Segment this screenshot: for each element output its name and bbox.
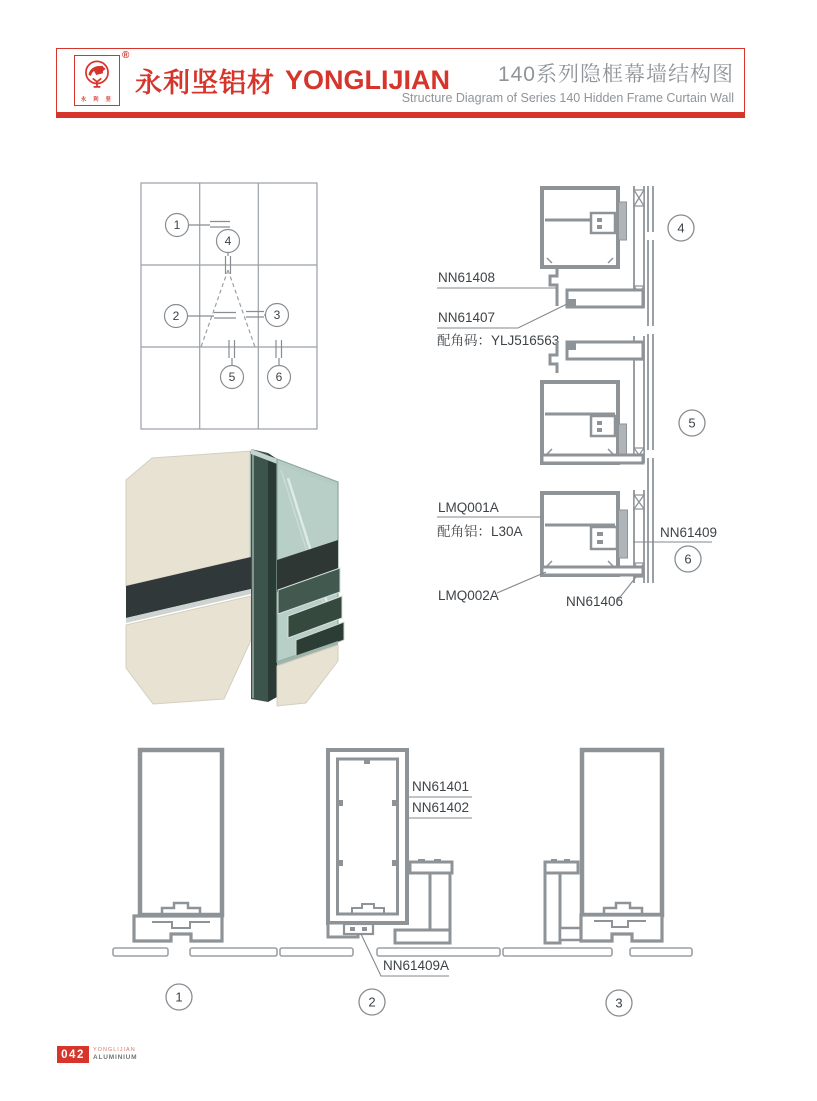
wall-tick <box>364 760 370 764</box>
label-corner-alu: 配角铝：L30A <box>437 524 523 539</box>
connector-notch <box>597 540 603 544</box>
render-mullion-side <box>268 453 277 702</box>
label-nn61408: NN61408 <box>438 270 496 285</box>
bracket-top-arm <box>545 862 578 873</box>
bottom-section-1 <box>134 750 222 1010</box>
leader-marker-5 <box>229 340 235 366</box>
wall-tick <box>392 800 396 806</box>
marker-text-section-2: 2 <box>368 994 376 1010</box>
profile-connector <box>591 213 615 233</box>
marker-text-3: 3 <box>273 308 281 322</box>
marker-text-detail-4: 4 <box>677 220 685 236</box>
gasket-rails <box>634 186 644 583</box>
bracket-notch <box>418 859 425 863</box>
marker-text-1: 1 <box>173 218 181 232</box>
bracket-notch <box>434 859 441 863</box>
render-mullion-front <box>251 449 268 702</box>
label-nn61409: NN61409 <box>660 525 718 540</box>
footer <box>57 1046 137 1063</box>
marker-text-4: 4 <box>224 234 232 248</box>
mullion-body <box>140 750 222 915</box>
bracket-notch <box>564 859 570 863</box>
label-nn61406: NN61406 <box>566 594 624 609</box>
glass-strip <box>630 948 692 956</box>
rail-nub <box>567 343 576 350</box>
glass-strips <box>113 948 692 956</box>
leader-marker-1 <box>189 222 231 228</box>
footer-brand-line2: ALUMINIUM <box>93 1053 138 1061</box>
glass-strip <box>190 948 277 956</box>
detail-section-5 <box>542 342 643 463</box>
render-3d-corner-assembly <box>126 449 344 706</box>
connector-notch <box>597 218 602 222</box>
glass-strip <box>503 948 612 956</box>
leader-marker-6 <box>276 340 282 366</box>
profile-clamp <box>619 202 627 240</box>
glass-strip <box>377 948 500 956</box>
hatch-blocks <box>634 190 644 577</box>
page-title-en: Structure Diagram of Series 140 Hidden Frame Curtain Wall <box>401 91 734 105</box>
marker-text-6: 6 <box>275 370 283 384</box>
glass-pane-lines <box>648 186 653 583</box>
page-title-cn: 140系列隐框幕墙结构图 <box>497 63 734 86</box>
page-number-badge: 042 <box>57 1046 89 1063</box>
detail-section-6 <box>542 493 643 575</box>
part-tick <box>362 927 367 931</box>
profile-bottom-rail-nn61406 <box>542 567 643 575</box>
profile-bottom-rail <box>542 455 643 463</box>
detail-5-labels <box>679 410 705 436</box>
company-name-cn: 永利坚铝材 <box>135 67 275 98</box>
wall-tick <box>339 860 343 866</box>
part-nn61409a <box>344 924 373 934</box>
grid-marker-labels <box>173 218 283 384</box>
marker-text-5: 5 <box>228 370 236 384</box>
connector-notch <box>597 421 602 425</box>
hatch-block <box>634 495 644 509</box>
mullion-body <box>582 750 662 915</box>
marker-text-section-1: 1 <box>175 989 183 1005</box>
connector-notch <box>597 428 602 432</box>
profile-rail <box>567 342 643 359</box>
company-name-en: YONGLIJIAN <box>285 64 451 95</box>
bracket-vertical <box>545 873 560 943</box>
marker-text-detail-6: 6 <box>684 551 692 567</box>
logo-characters: 永 利 坚 <box>80 97 114 103</box>
rail-nub <box>567 299 576 307</box>
step-bracket <box>550 267 557 306</box>
registered-mark: ® <box>122 50 130 61</box>
connector-notch <box>597 225 602 229</box>
rail-lines <box>634 186 644 583</box>
label-corner-code: 配角码：YLJ516563 <box>437 333 560 348</box>
connector-notch <box>597 532 603 536</box>
bracket-bottom-arm <box>395 930 450 943</box>
label-nn61409a: NN61409A <box>383 958 450 973</box>
profile-clamp <box>619 424 627 454</box>
part-tick <box>350 927 355 931</box>
marker-text-section-3: 3 <box>615 995 623 1011</box>
profile-connector <box>591 416 615 436</box>
profile-rail <box>567 290 643 307</box>
bottom-section-3 <box>545 750 662 1016</box>
label-nn61402: NN61402 <box>412 800 470 815</box>
marker-text-2: 2 <box>172 309 180 323</box>
bracket-notch <box>551 859 557 863</box>
wall-tick <box>339 800 343 806</box>
grid-dashed-braces <box>201 270 255 347</box>
glass-strip <box>113 948 168 956</box>
leader-lmq002a <box>497 572 546 593</box>
hatch-block <box>634 190 644 206</box>
profile-connector <box>591 527 617 549</box>
leader-nn61406 <box>617 577 636 601</box>
profile-clamp-nn61409 <box>619 510 628 558</box>
footer-brand-line1: YONGLIJIAN <box>93 1047 136 1053</box>
detail-section-4 <box>542 188 643 307</box>
label-nn61401: NN61401 <box>412 779 470 794</box>
wall-tick <box>392 860 396 866</box>
mullion-inner <box>338 759 398 914</box>
label-lmq001a: LMQ001A <box>438 500 499 515</box>
label-nn61407: NN61407 <box>438 310 496 325</box>
label-lmq002a: LMQ002A <box>438 588 499 603</box>
marker-text-detail-5: 5 <box>688 415 696 431</box>
glass-strip <box>280 948 353 956</box>
leader-marker-3 <box>246 312 266 318</box>
bracket-top-arm <box>410 862 452 873</box>
footer-brand <box>93 1046 137 1061</box>
